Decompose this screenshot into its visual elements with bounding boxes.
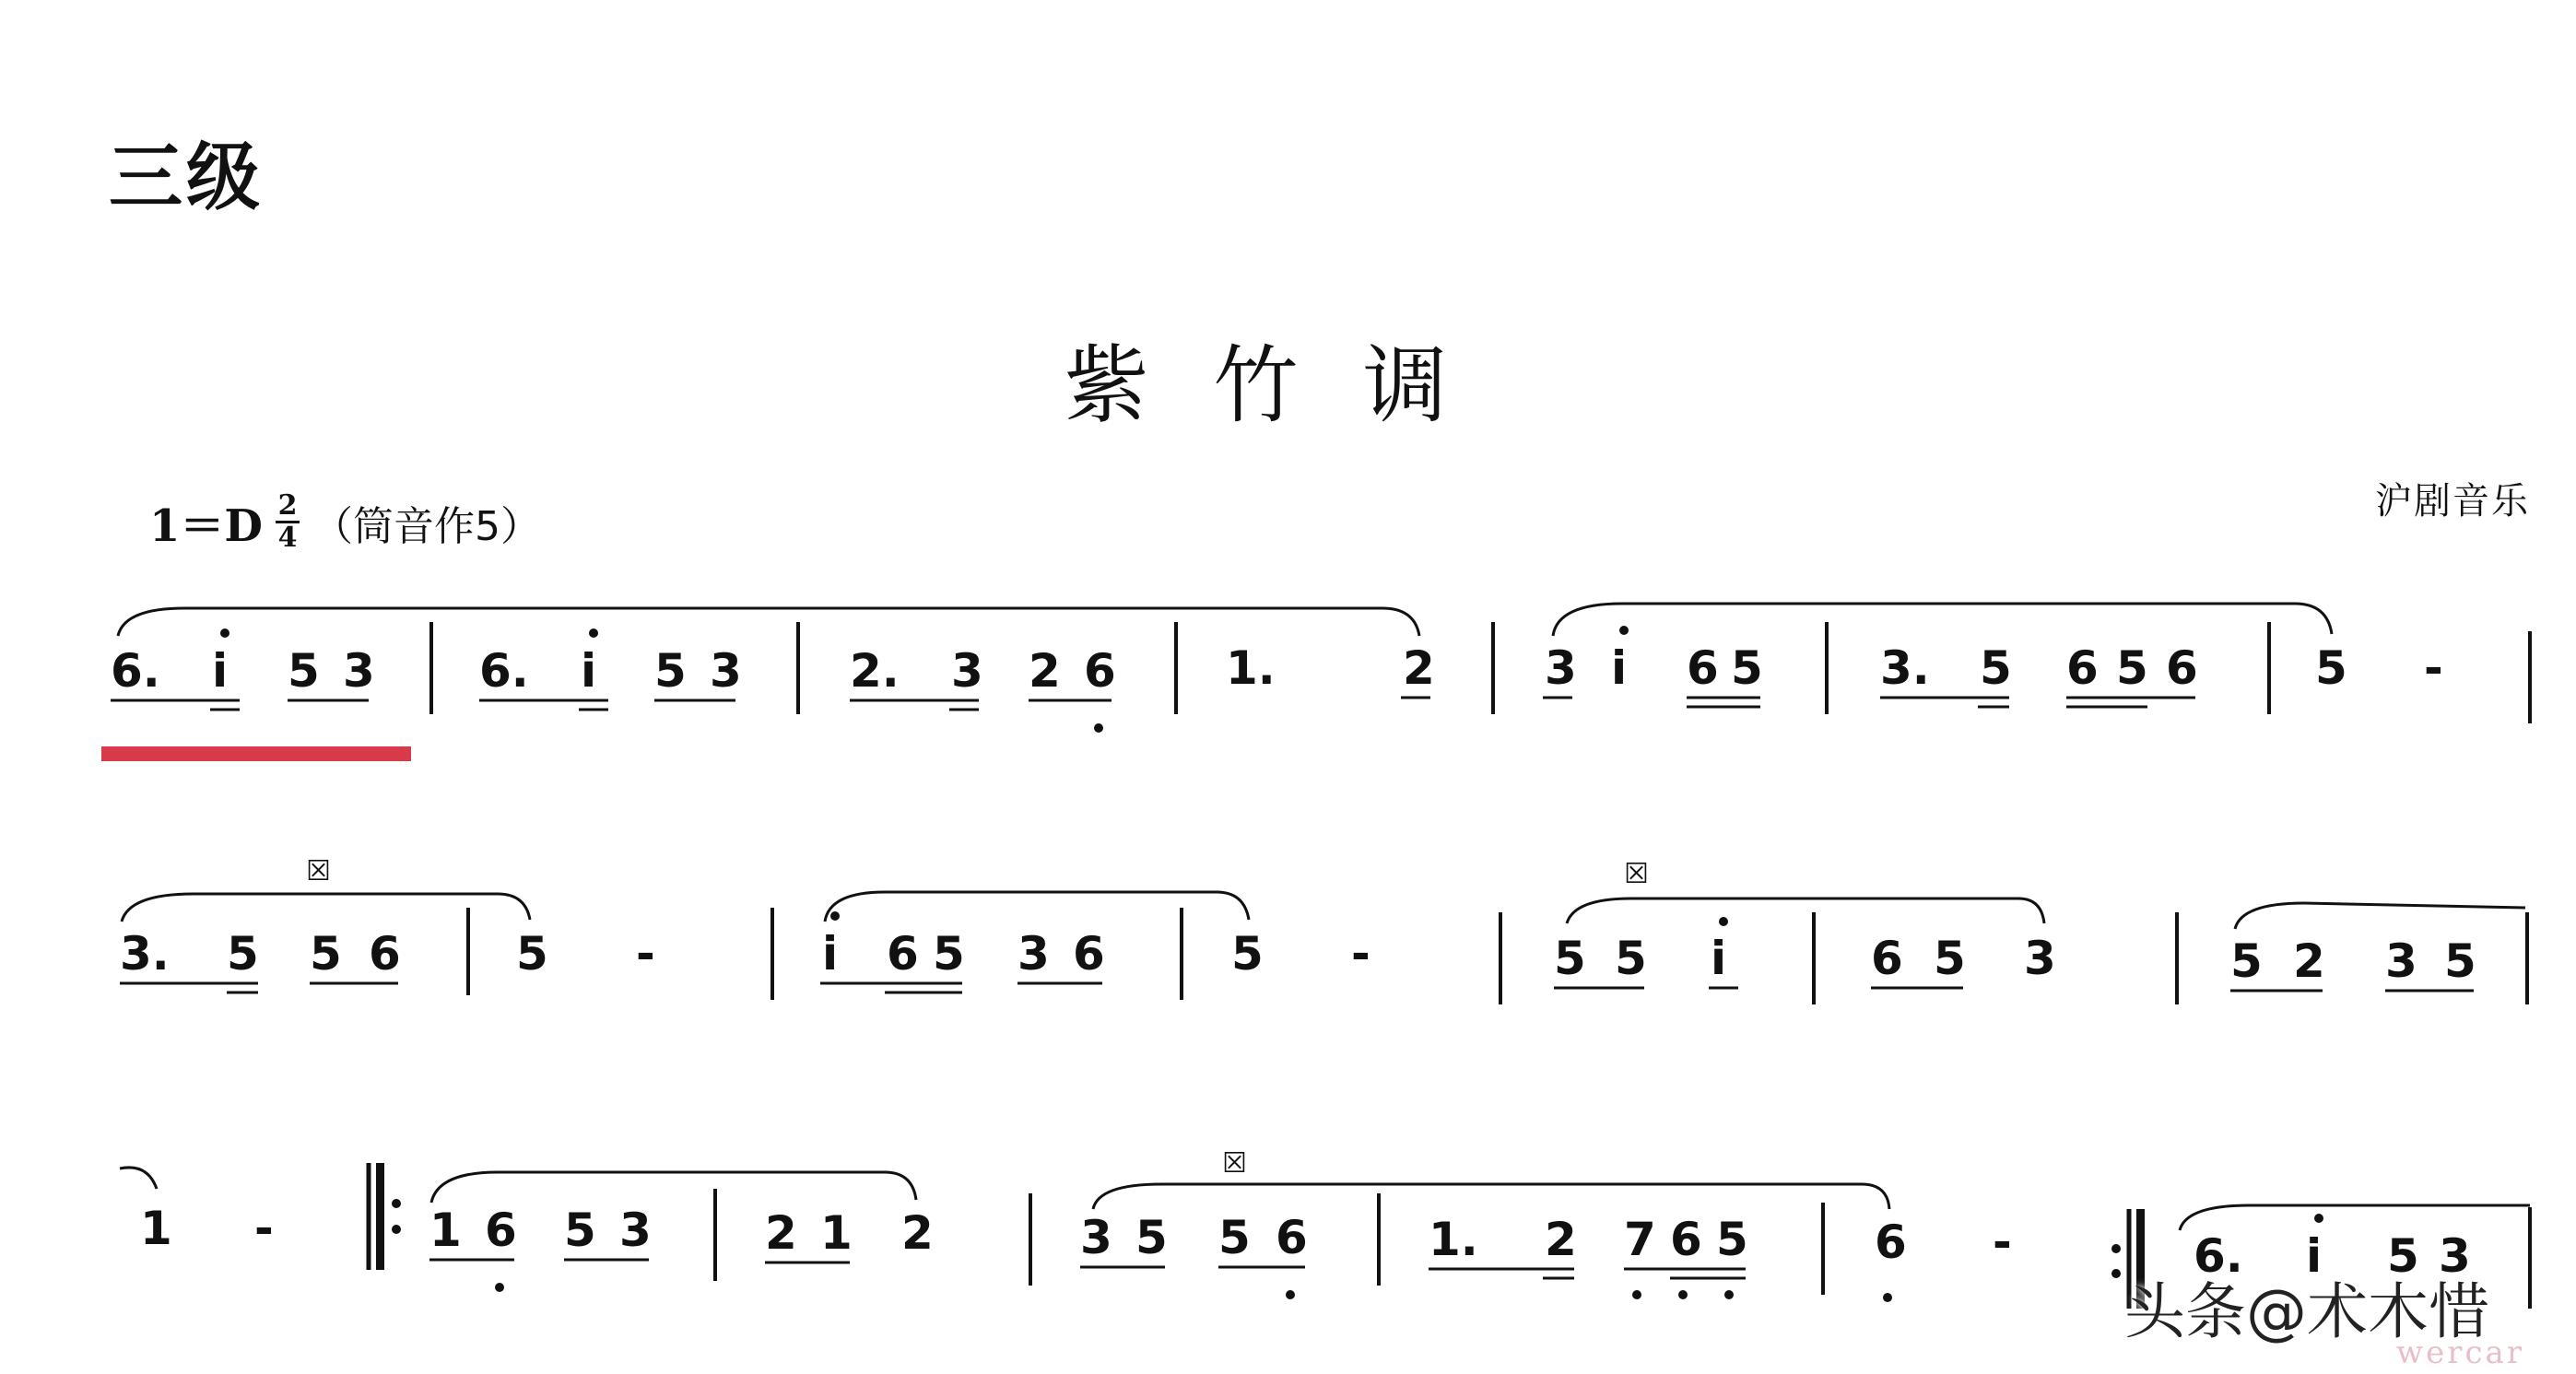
- octave-dot: [1678, 1290, 1688, 1299]
- note: 5: [933, 927, 965, 981]
- note: 2: [1029, 644, 1061, 698]
- time-sig-top: 2: [277, 489, 298, 522]
- note: 1: [820, 1206, 853, 1260]
- octave-dot: [1719, 917, 1728, 926]
- note: -: [1351, 927, 1370, 981]
- repeat-thick-line: [376, 1163, 384, 1270]
- note: 5: [654, 644, 687, 698]
- note: 2: [1403, 641, 1435, 695]
- note: 6: [2066, 641, 2099, 695]
- note: 5: [2315, 641, 2347, 695]
- slur: [120, 1168, 157, 1189]
- note: 5: [564, 1204, 596, 1257]
- note: 3: [619, 1204, 652, 1257]
- octave-dot: [220, 628, 229, 638]
- slur: [2180, 1205, 2530, 1230]
- octave-dot: [830, 911, 840, 921]
- note: 6.: [111, 644, 160, 698]
- repeat-dot: [392, 1225, 401, 1234]
- note: 6: [1276, 1211, 1308, 1264]
- note: 3: [951, 644, 983, 698]
- ornament-mark: ☒: [1222, 1147, 1247, 1180]
- note: i: [1711, 932, 1727, 985]
- slur: [1553, 604, 2332, 636]
- note: 6: [369, 927, 401, 981]
- slur: [431, 1172, 916, 1203]
- repeat-dot: [2111, 1269, 2121, 1278]
- source-label: 沪剧音乐: [2375, 480, 2530, 523]
- repeat-dot: [392, 1199, 401, 1208]
- note: 1: [140, 1202, 172, 1255]
- note: i: [822, 927, 839, 981]
- note: 5: [2387, 1229, 2419, 1283]
- note: 6: [1670, 1213, 1702, 1266]
- system-1: [101, 604, 2530, 761]
- note: i: [212, 644, 229, 698]
- note: 5: [2444, 934, 2476, 988]
- note: 6.: [2194, 1229, 2243, 1283]
- song-title: 紫竹调: [1064, 336, 1512, 435]
- note: 5: [1731, 641, 1763, 695]
- slur: [1093, 1184, 1889, 1209]
- note: -: [636, 927, 655, 981]
- octave-dot: [2314, 1214, 2323, 1223]
- note: 3.: [120, 927, 170, 981]
- octave-dot: [1094, 723, 1103, 733]
- note: 5: [1716, 1213, 1748, 1266]
- note: i: [2306, 1229, 2323, 1283]
- slur: [118, 608, 1419, 636]
- note: 6: [1687, 641, 1719, 695]
- note: 5: [1218, 1211, 1251, 1264]
- ornament-mark: ☒: [306, 855, 331, 887]
- note: 2: [2293, 934, 2325, 988]
- note: 3: [2439, 1229, 2471, 1283]
- note: 7: [1624, 1213, 1656, 1266]
- octave-dot: [589, 628, 598, 638]
- slur: [1567, 898, 2044, 923]
- tube-note: （筒音作5）: [312, 502, 542, 550]
- note: 3: [2385, 934, 2417, 988]
- note: 3: [1017, 927, 1050, 981]
- octave-dot: [495, 1283, 504, 1292]
- note: 5: [227, 927, 259, 981]
- note: 3: [1545, 641, 1577, 695]
- slur: [2235, 903, 2525, 929]
- note: 5: [288, 644, 320, 698]
- note: 5: [1554, 932, 1586, 985]
- note: 5: [2230, 934, 2263, 988]
- note: 2: [765, 1206, 797, 1260]
- note: 6: [1084, 644, 1116, 698]
- note: 5: [2116, 641, 2148, 695]
- note: 6: [1073, 927, 1105, 981]
- note: 6: [887, 927, 919, 981]
- note: 5: [1934, 932, 1966, 985]
- note: 3: [1080, 1211, 1112, 1264]
- note: 6: [2166, 641, 2198, 695]
- site-mark: wercar: [2396, 1334, 2525, 1371]
- level-label: 三级: [109, 135, 264, 220]
- octave-dot: [1286, 1290, 1295, 1299]
- note: 6: [485, 1204, 517, 1257]
- note: 6: [1871, 932, 1903, 985]
- note: 1.: [1429, 1213, 1478, 1266]
- octave-dot: [1632, 1290, 1641, 1299]
- note: 5: [1135, 1211, 1168, 1264]
- note: 6.: [479, 644, 529, 698]
- note: -: [254, 1202, 274, 1255]
- watermark-text: 头条@术木惜: [2124, 1276, 2489, 1347]
- note: 3: [343, 644, 375, 698]
- octave-dot: [1883, 1293, 1892, 1302]
- slur: [825, 892, 1249, 922]
- note: 5: [310, 927, 342, 981]
- note: 3: [2024, 932, 2056, 985]
- note: 3: [710, 644, 742, 698]
- ornament-mark: ☒: [1624, 858, 1649, 890]
- repeat-dot: [2111, 1244, 2121, 1253]
- note: -: [2424, 641, 2443, 695]
- note: 1.: [1226, 641, 1276, 695]
- octave-dot: [1724, 1290, 1734, 1299]
- note: 6: [1875, 1215, 1907, 1269]
- note: i: [581, 644, 597, 698]
- note: 5: [1980, 641, 2012, 695]
- note: 2.: [850, 644, 900, 698]
- key-label: 1＝D: [149, 500, 264, 552]
- note: -: [1993, 1215, 2012, 1269]
- note: 2: [1545, 1213, 1577, 1266]
- note: 5: [516, 927, 548, 981]
- octave-dot: [1619, 626, 1629, 635]
- note: i: [1611, 641, 1628, 695]
- note: 5: [1231, 927, 1264, 981]
- time-sig-bottom: 4: [277, 522, 298, 554]
- red-highlight-bar: [101, 746, 411, 761]
- system-2: [120, 855, 2527, 1004]
- note: 1: [429, 1204, 462, 1257]
- note: 2: [901, 1206, 934, 1260]
- note: 3.: [1880, 641, 1930, 695]
- note: 5: [1615, 932, 1647, 985]
